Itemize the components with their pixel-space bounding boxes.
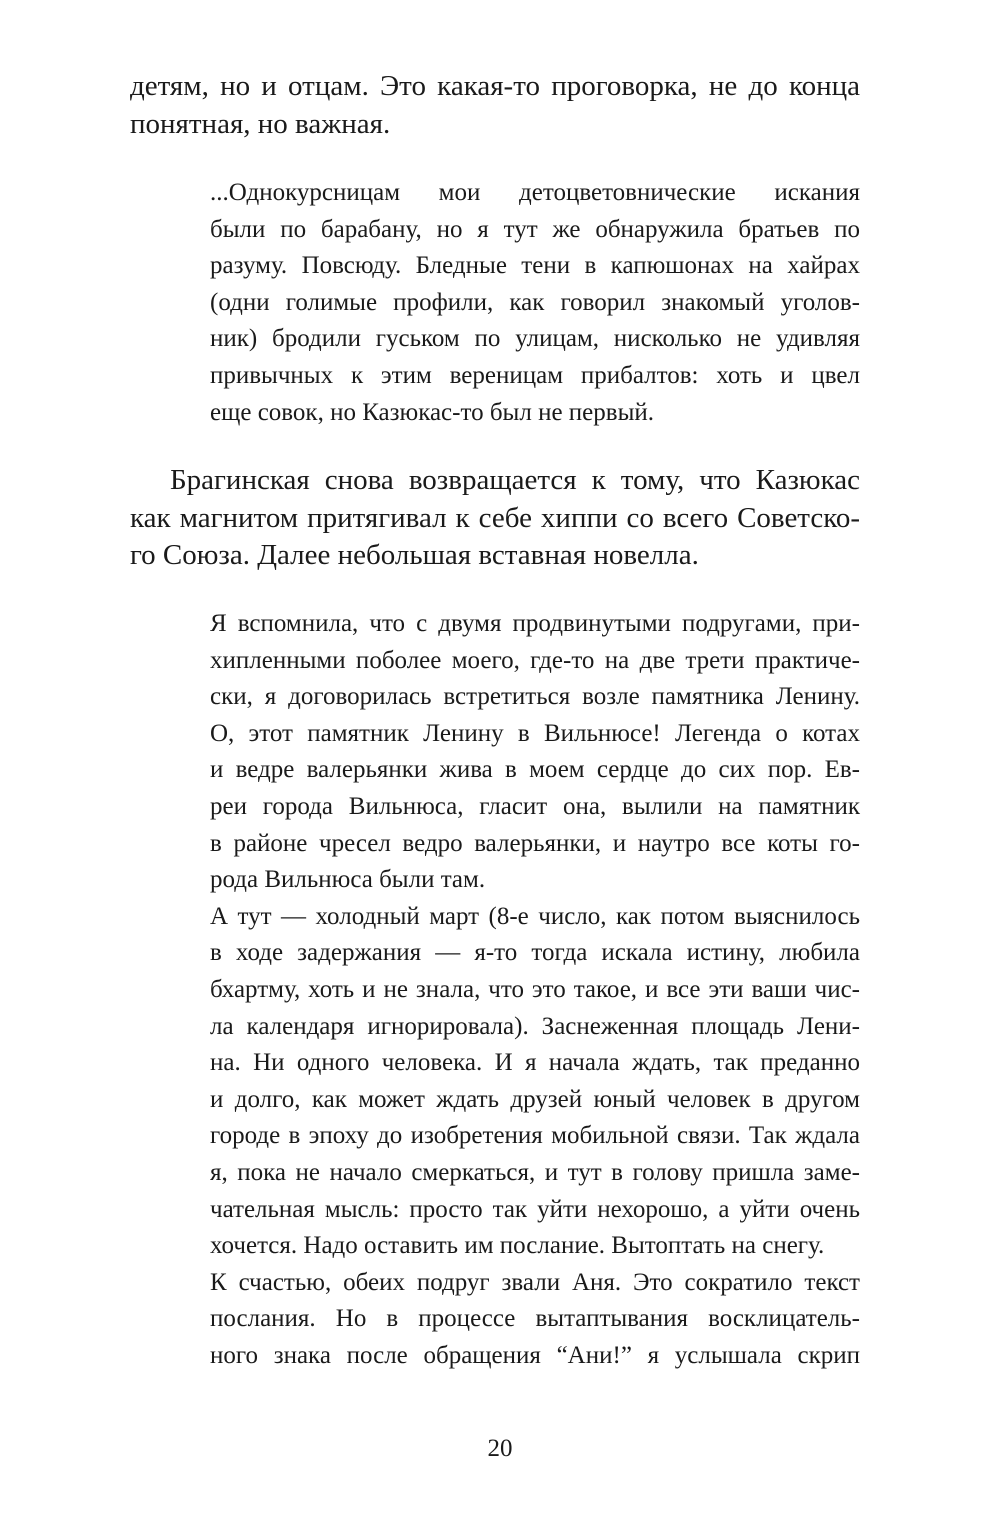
text-line: Брагинская снова возвращается к тому, что Казюкас [170,464,860,496]
text-line: хипленными поболее моего, где-то на две трети практиче- [210,646,860,674]
text-line: чательная мысль: просто так уйти нехорошо, а уйти очень [210,1195,860,1223]
text-line: ник) бродили гуськом по улицам, нисколько не удивляя [210,325,860,353]
text-line: Я вспомнила, что с двумя продвинутыми подругами, при- [210,610,860,637]
body-paragraph-2 [130,462,860,575]
quote-block-2 [210,606,860,1374]
text-line: в районе чресел ведро валерьянки, и наутро все коты го- [210,829,860,857]
text-line: К счастью, обеих подруг звали Аня. Это сократило текст [210,1268,860,1296]
text-line: еще совок, но Казюкас-то был не первый. [210,398,654,426]
page-number: 20 [487,1435,513,1462]
text-line: ного знака после обращения “Ани!” я услышала скрип [210,1341,860,1369]
text-line: рода Вильнюса были там. [210,866,486,894]
text-line: реи города Вильнюса, гласит она, вылили на памятник [210,792,860,820]
text-line: разуму. Повсюду. Бледные тени в капюшонах на хайрах [210,252,860,280]
quote-block-1 [210,175,860,431]
text-line: го Союза. Далее небольшая вставная новелла. [130,539,699,571]
text-line: (одни голимые профили, как говорил знакомый уголов- [210,288,860,316]
text-line: и ведре валерьянки жива в моем сердце до сих пор. Ев- [210,756,860,784]
text-line: привычных к этим вереницам прибалтов: хоть и цвел [210,361,860,389]
text-line: ски, я договорилась встретиться возле памятника Ленину. [210,683,860,711]
text-line: детям, но и отцам. Это какая-то проговорка, не до конца [130,70,860,102]
text-line: ...Однокурсницам мои детоцветовнические искания [210,179,860,206]
text-line: хочется. Надо оставить им послание. Вытоптать на снегу. [210,1232,825,1260]
text-line: послания. Но в процессе вытаптывания восклицатель- [210,1305,860,1333]
body-paragraph-1 [130,68,860,143]
text-line: были по барабану, но я тут же обнаружила братьев по [210,215,860,243]
text-line: и долго, как может ждать друзей юный человек в другом [210,1085,860,1113]
text-line: в ходе задержания — я-то тогда искала истину, любила [210,939,860,967]
text-line: как магнитом притягивал к себе хиппи со всего Советско- [130,501,860,534]
text-line: ла календаря игнорировала). Заснеженная площадь Лени- [210,1012,860,1040]
text-line: А тут — холодный март (8-е число, как потом выяснилось [210,902,860,930]
text-line: понятная, но важная. [130,107,391,140]
text-line: городе в эпоху до изобретения мобильной связи. Так ждала [210,1122,860,1150]
text-line: бхартму, хоть и не знала, что это такое, и все эти ваши чис- [210,975,860,1003]
text-line: я, пока не начало смеркаться, и тут в голову пришла заме- [210,1158,860,1186]
text-line: на. Ни одного человека. И я начала ждать, так преданно [210,1049,860,1077]
text-line: О, этот памятник Ленину в Вильнюсе! Легенда о котах [210,719,860,747]
